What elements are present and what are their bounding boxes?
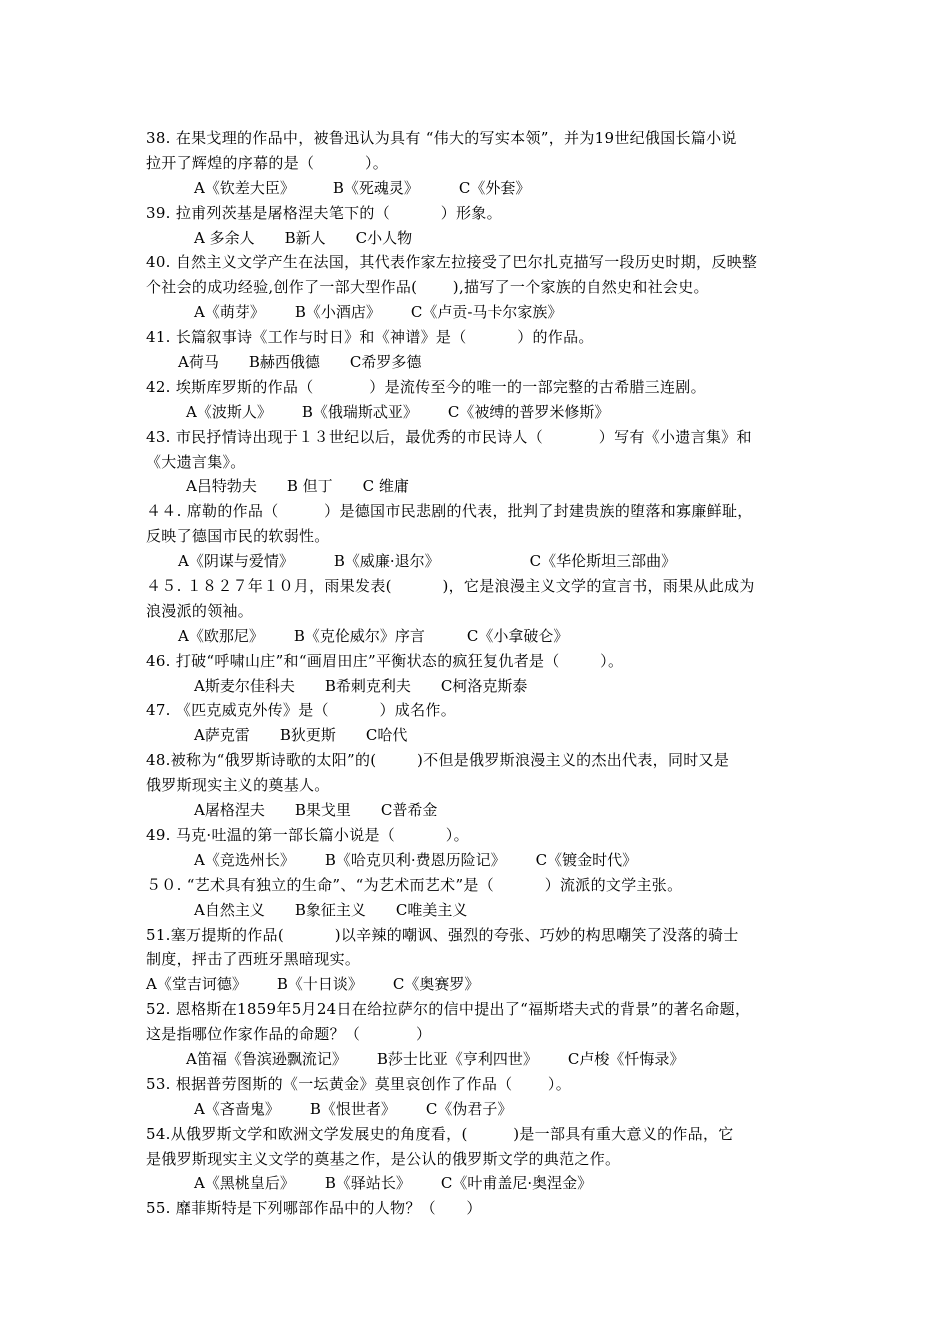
option-b: B《哈克贝利·费恩历险记》: [324, 850, 506, 869]
question-text-line: 《大遗言集》。: [146, 452, 246, 471]
option-a: A《黑桃皇后》: [194, 1174, 295, 1193]
question-text-line: 制度，抨击了西班牙黑暗现实。: [146, 950, 361, 969]
question-text-line: ４４. 席勒的作品（ ）是德国市民悲剧的代表，批判了封建贵族的堕落和寡廉鲜耻，: [146, 502, 753, 521]
option-c: C《奥赛罗》: [392, 975, 480, 994]
option-b: B《恨世者》: [309, 1099, 396, 1118]
option-b: B《死魂灵》: [332, 178, 419, 197]
options-row: [146, 848, 816, 873]
options-row: [146, 972, 816, 997]
option-a: A屠格涅夫: [194, 801, 265, 820]
option-b: B《驿站长》: [324, 1174, 411, 1193]
option-c: C哈代: [365, 726, 408, 745]
option-c: C希罗多德: [349, 353, 422, 372]
question-item: [146, 1122, 816, 1197]
question-text-line: 个社会的成功经验,创作了一部大型作品( ),描写了一个家族的自然史和社会史。: [146, 278, 709, 297]
question-item: [146, 574, 816, 649]
question-text-line: ５０. “艺术具有独立的生命”、“为艺术而艺术”是（ ）流派的文学主张。: [146, 875, 683, 894]
option-b: B象征主义: [294, 900, 366, 919]
question-text-line: 38. 在果戈理的作品中，被鲁迅认为具有 “伟大的写实本领”，并为19世纪俄国长篇小说: [146, 129, 737, 147]
option-c: C卢梭《忏悔录》: [567, 1049, 685, 1068]
options-row: [146, 798, 816, 823]
option-a: A《钦差大臣》: [194, 178, 295, 197]
option-c: C《伪君子》: [425, 1099, 513, 1118]
question-item: [146, 126, 816, 201]
option-a: A《竞选州长》: [194, 850, 295, 869]
options-row: [146, 400, 816, 425]
option-a: A荷马: [178, 353, 219, 372]
question-text-line: 39. 拉甫列茨基是屠格涅夫笔下的（ ）形象。: [146, 203, 502, 222]
question-item: [146, 923, 816, 998]
question-text-line: 俄罗斯现实主义的奠基人。: [146, 776, 330, 795]
option-c: C《外套》: [458, 178, 531, 197]
option-b: B《小酒店》: [294, 303, 381, 322]
option-c: C柯洛克斯泰: [440, 676, 528, 695]
option-b: B《十日谈》: [276, 975, 363, 994]
question-text-line: 53. 根据普劳图斯的《一坛黄金》莫里哀创作了作品（ ）。: [146, 1074, 572, 1093]
option-b: B新人: [284, 228, 326, 247]
option-b: B 但丁: [286, 477, 333, 496]
question-text-line: ４５. １８２７年１０月，雨果发表( )，它是浪漫主义文学的宣言书，雨果从此成为: [146, 577, 755, 596]
option-b: B赫西俄德: [248, 353, 320, 372]
option-a: A《吝啬鬼》: [194, 1099, 280, 1118]
question-item: [146, 425, 816, 500]
option-a: A 多余人: [194, 228, 255, 247]
question-text-line: 43. 市民抒情诗出现于１３世纪以后，最优秀的市民诗人（ ）写有《小遗言集》和: [146, 427, 752, 446]
option-c: C《小拿破仑》: [466, 626, 569, 645]
option-c: C《被缚的普罗米修斯》: [447, 402, 610, 421]
options-row: [146, 226, 816, 251]
option-a: A《欧那尼》: [178, 626, 264, 645]
question-item: [146, 823, 816, 873]
option-a: A《波斯人》: [186, 402, 272, 421]
question-text-line: 40. 自然主义文学产生在法国，其代表作家左拉接受了巴尔扎克描写一段历史时期，反映整: [146, 253, 758, 272]
question-item: [146, 649, 816, 699]
option-c: C小人物: [355, 228, 413, 247]
options-row: [146, 474, 816, 499]
options-row: [146, 723, 816, 748]
question-text-line: 55. 靡菲斯特是下列哪部作品中的人物？（ ）: [146, 1199, 482, 1218]
question-text-line: 46. 打破“呼啸山庄”和“画眉田庄”平衡状态的疯狂复仇者是（ ）。: [146, 651, 624, 670]
options-row: [146, 176, 816, 201]
option-a: A《阴谋与爱情》: [178, 552, 294, 571]
option-c: C普希金: [380, 801, 438, 820]
question-text-line: 41. 长篇叙事诗《工作与时日》和《神谱》是（ ）的作品。: [146, 328, 594, 347]
question-item: [146, 1072, 816, 1122]
options-row: [146, 1047, 816, 1072]
question-item: [146, 1196, 816, 1221]
option-c: C《镀金时代》: [535, 850, 638, 869]
question-item: [146, 873, 816, 923]
question-text-line: 49. 马克·吐温的第一部长篇小说是（ ）。: [146, 825, 469, 844]
option-a: A自然主义: [194, 900, 265, 919]
question-item: [146, 325, 816, 375]
question-item: [146, 250, 816, 325]
question-item: [146, 375, 816, 425]
option-b: B莎士比亚《亨利四世》: [376, 1049, 538, 1068]
question-text-line: 拉开了辉煌的序幕的是（ ）。: [146, 153, 389, 172]
question-item: [146, 201, 816, 251]
question-item: [146, 698, 816, 748]
options-row: [146, 1097, 816, 1122]
options-row: [146, 1171, 816, 1196]
option-b: B果戈里: [294, 801, 351, 820]
option-b: B《威廉·退尔》: [333, 552, 440, 571]
option-a: A萨克雷: [194, 726, 250, 745]
question-item: [146, 997, 816, 1072]
options-row: [146, 300, 816, 325]
option-c: C《叶甫盖尼·奥涅金》: [440, 1174, 593, 1193]
question-text-line: 54.从俄罗斯文学和欧洲文学发展史的角度看，( )是一部具有重大意义的作品，它: [146, 1124, 734, 1143]
question-item: [146, 499, 816, 574]
question-text-line: 反映了德国市民的软弱性。: [146, 527, 330, 546]
question-text-line: 是俄罗斯现实主义文学的奠基之作，是公认的俄罗斯文学的典范之作。: [146, 1149, 621, 1168]
question-text-line: 浪漫派的领袖。: [146, 601, 254, 620]
question-text-line: 42. 埃斯库罗斯的作品（ ）是流传至今的唯一的一部完整的古希腊三连剧。: [146, 377, 706, 396]
option-c: C唯美主义: [395, 900, 468, 919]
option-b: B《俄瑞斯忒亚》: [301, 402, 418, 421]
option-a: A笛福《鲁滨逊飘流记》: [186, 1049, 347, 1068]
option-b: B狄更斯: [279, 726, 336, 745]
question-item: [146, 748, 816, 823]
option-c: C《卢贡-马卡尔家族》: [410, 303, 563, 322]
options-row: [146, 674, 816, 699]
question-text-line: 51.塞万提斯的作品( )以辛辣的嘲讽、强烈的夸张、巧妙的构思嘲笑了没落的骑士: [146, 925, 739, 944]
question-text-line: 48.被称为“俄罗斯诗歌的太阳”的( )不但是俄罗斯浪漫主义的杰出代表，同时又是: [146, 751, 730, 770]
question-text-line: 这是指哪位作家作品的命题？（ ）: [146, 1025, 432, 1044]
options-row: [146, 624, 816, 649]
option-c: C 维庸: [362, 477, 409, 496]
question-list: [146, 126, 816, 1221]
option-a: A斯麦尔佳科夫: [194, 676, 295, 695]
options-row: [146, 350, 816, 375]
option-b: B《克伦威尔》序言: [293, 626, 425, 645]
option-c: C《华伦斯坦三部曲》: [529, 552, 677, 571]
option-b: B希刺克利夫: [324, 676, 411, 695]
options-row: [146, 549, 816, 574]
option-a: A吕特勃夫: [186, 477, 257, 496]
options-row: [146, 898, 816, 923]
option-a: A《萌芽》: [194, 303, 265, 322]
question-text-line: 47. 《匹克威克外传》是（ ）成名作。: [146, 701, 457, 720]
option-a: A《堂吉诃德》: [146, 975, 247, 994]
question-text-line: 52. 恩格斯在1859年5月24日在给拉萨尔的信中提出了“福斯塔夫式的背景”的著名命题，: [146, 1000, 751, 1019]
